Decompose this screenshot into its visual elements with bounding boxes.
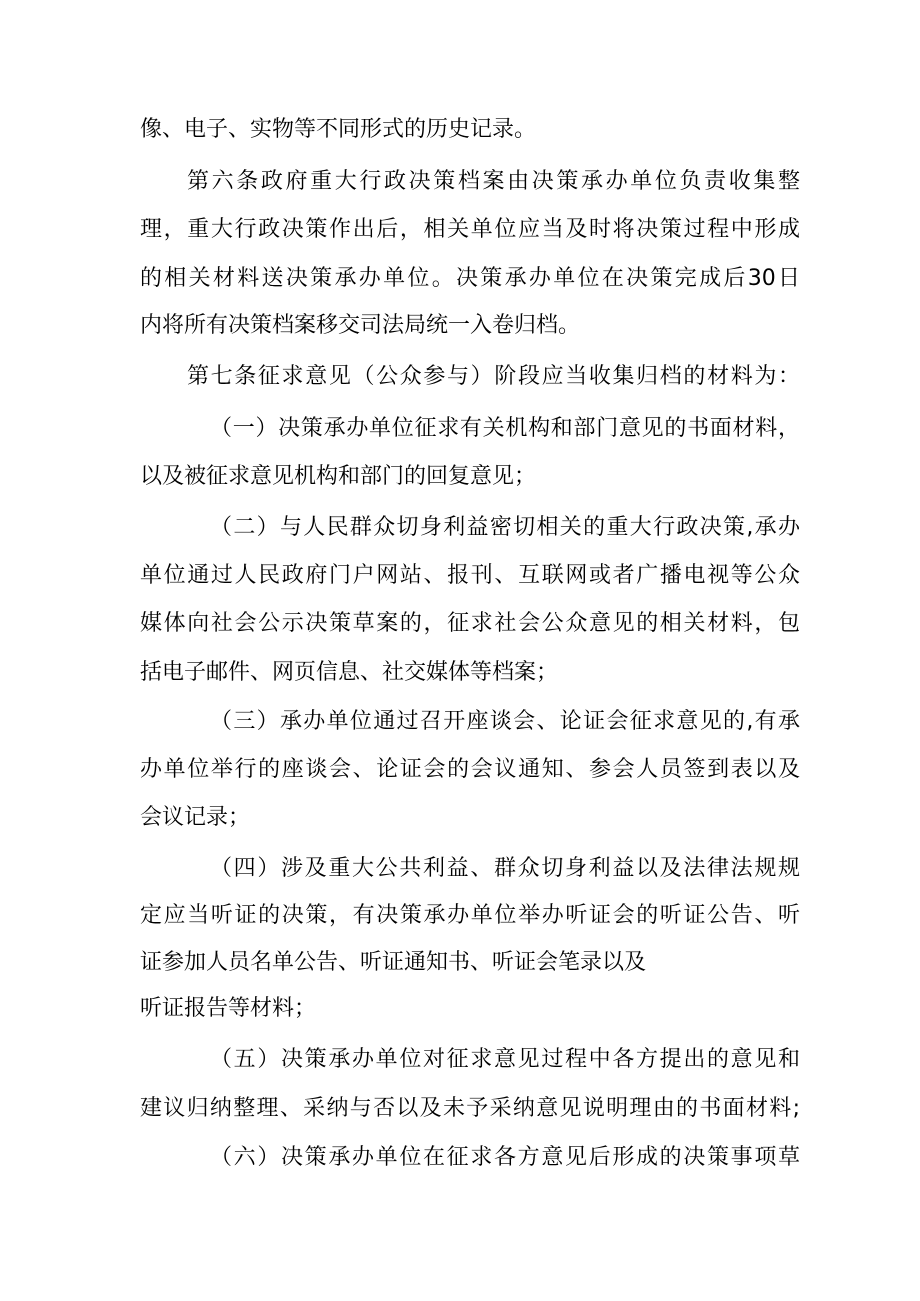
text-line: （四）涉及重大公共利益、群众切身利益以及法律法规规 (210, 856, 800, 881)
text-line: 内将所有决策档案移交司法局统一入卷归档。 (140, 313, 581, 338)
text-line: 第七条征求意见（公众参与）阶段应当收集归档的材料为： (187, 364, 800, 389)
text-line: （五）决策承办单位对征求意见过程中各方提出的意见和 (210, 1047, 800, 1072)
text-line: （一）决策承办单位征求有关机构和部门意见的书面材料， (210, 416, 800, 441)
text-line: 像、电子、实物等不同形式的历史记录。 (140, 117, 537, 142)
text-line: 的相关材料送决策承办单位。决策承办单位在决策完成后30日 (140, 266, 800, 291)
text-line: 定应当听证的决策，有决策承办单位举办听证会的听证公告、听 (140, 903, 800, 928)
text-line: 理，重大行政决策作出后，相关单位应当及时将决策过程中形成 (140, 217, 800, 242)
text-line: 媒体向社会公示决策草案的，征求社会公众意见的相关材料，包 (140, 611, 800, 636)
text-line: 会议记录； (140, 805, 251, 830)
text-line: 以及被征求意见机构和部门的回复意见； (140, 464, 537, 489)
text-line: 办单位举行的座谈会、论证会的会议通知、参会人员签到表以及 (140, 757, 800, 782)
text-line: 单位通过人民政府门户网站、报刊、互联网或者广播电视等公众 (140, 563, 800, 588)
text-line: 第六条政府重大行政决策档案由决策承办单位负责收集整 (187, 169, 800, 194)
text-line: （六）决策承办单位在征求各方意见后形成的决策事项草 (210, 1145, 800, 1170)
text-line: （二）与人民群众切身利益密切相关的重大行政决策,承办 (210, 515, 800, 540)
text-line: 证参加人员名单公告、听证通知书、听证会笔录以及 (140, 950, 647, 975)
text-line: 听证报告等材料； (140, 996, 317, 1021)
text-line: （三）承办单位通过召开座谈会、论证会征求意见的,有承 (210, 709, 800, 734)
text-line: 建议归纳整理、采纳与否以及未予采纳意见说明理由的书面材料; (140, 1096, 800, 1121)
text-line: 括电子邮件、网页信息、社交媒体等档案； (140, 660, 559, 685)
